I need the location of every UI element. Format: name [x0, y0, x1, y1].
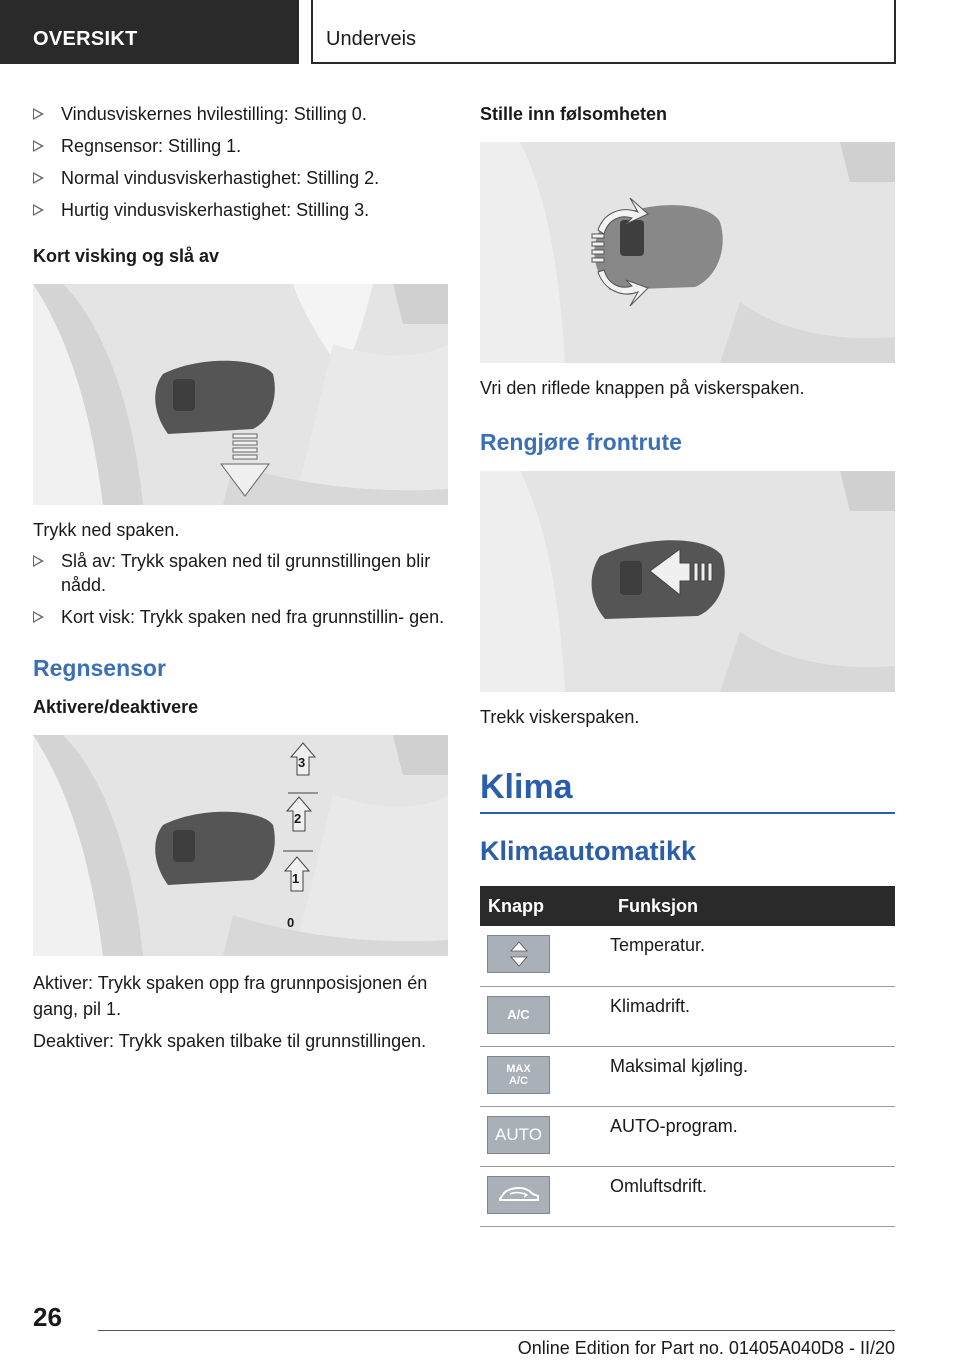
- section-heading-rengjore: Rengjøre frontrute: [480, 429, 682, 455]
- temperature-arrows-icon: [487, 935, 550, 973]
- stille-caption: Vri den riflede knappen på viskerspaken.: [480, 378, 805, 398]
- wiper-positions-list: [33, 102, 448, 222]
- aktiver-text: Aktiver: Trykk spaken opp fra grunnposisjonen én gang, pil 1.: [33, 973, 428, 1019]
- chapter-title: Underveis: [326, 28, 417, 50]
- function-label: Omluftsdrift.: [604, 1166, 895, 1226]
- deaktiver-text: Deaktiver: Trykk spaken tilbake til grunnstillingen.: [33, 1031, 427, 1051]
- list-item: Regnsensor: Stilling 1.: [33, 134, 448, 158]
- column-header-funksjon: Funksjon: [604, 886, 895, 926]
- auto-icon: AUTO: [487, 1116, 550, 1154]
- ac-icon: A/C: [487, 996, 550, 1034]
- chapter-tab: [311, 0, 896, 64]
- position-label-0: 0: [287, 915, 295, 930]
- list-item: Kort visk: Trykk spaken ned fra grunnstillin- gen.: [33, 605, 448, 629]
- table-header-row: [480, 886, 895, 926]
- kort-list: [33, 549, 448, 629]
- table-row: [480, 1046, 895, 1106]
- function-label: AUTO-program.: [604, 1106, 895, 1166]
- section-heading-klimaautomatikk: Klimaautomatikk: [480, 836, 697, 866]
- function-label: Temperatur.: [604, 926, 895, 986]
- right-column: [480, 102, 895, 1227]
- heading-divider: [480, 812, 895, 814]
- footer-divider: [98, 1330, 895, 1331]
- triangle-bullet-icon: [33, 108, 44, 120]
- position-label-2: 2: [294, 811, 302, 826]
- illustration-lever-positions: [33, 735, 448, 956]
- rengjore-caption: Trekk viskerspaken.: [480, 707, 640, 727]
- list-item: Slå av: Trykk spaken ned til grunnstillingen blir nådd.: [33, 549, 448, 597]
- buttons-table: [480, 886, 895, 1227]
- list-item: Hurtig vindusviskerhastighet: Stilling 3.: [33, 198, 448, 222]
- column-header-knapp: Knapp: [480, 886, 604, 926]
- max-ac-icon: MAX A/C: [487, 1056, 550, 1094]
- subheading-aktivere: Aktivere/deaktivere: [33, 697, 199, 717]
- section-title: OVERSIKT: [33, 28, 138, 50]
- triangle-bullet-icon: [33, 204, 44, 216]
- kort-caption: Trykk ned spaken.: [33, 520, 180, 540]
- list-item: Normal vindusviskerhastighet: Stilling 2.: [33, 166, 448, 190]
- table-row: [480, 926, 895, 986]
- illustration-pull-lever: [480, 471, 895, 692]
- left-column: [33, 102, 448, 1054]
- illustration-lever-push-down: [33, 284, 448, 505]
- triangle-bullet-icon: [33, 140, 44, 152]
- table-row: [480, 1106, 895, 1166]
- section-tab: [0, 0, 299, 64]
- position-label-3: 3: [298, 755, 306, 770]
- section-heading-kort: Kort visking og slå av: [33, 246, 220, 266]
- illustration-rotate-knob: [480, 142, 895, 363]
- page-number: 26: [33, 1302, 62, 1332]
- edition-footer: Online Edition for Part no. 01405A040D8 - II/20: [517, 1338, 895, 1358]
- table-row: [480, 986, 895, 1046]
- section-heading-stille: Stille inn følsomheten: [480, 104, 668, 124]
- table-row: [480, 1166, 895, 1226]
- chapter-heading-klima: Klima: [480, 768, 573, 806]
- position-label-1: 1: [292, 871, 300, 886]
- function-label: Klimadrift.: [604, 986, 895, 1046]
- triangle-bullet-icon: [33, 611, 44, 623]
- section-heading-regnsensor: Regnsensor: [33, 655, 166, 681]
- function-label: Maksimal kjøling.: [604, 1046, 895, 1106]
- triangle-bullet-icon: [33, 555, 44, 567]
- recirculation-car-icon: [487, 1176, 550, 1214]
- triangle-bullet-icon: [33, 172, 44, 184]
- list-item: Vindusviskernes hvilestilling: Stilling 0.: [33, 102, 448, 126]
